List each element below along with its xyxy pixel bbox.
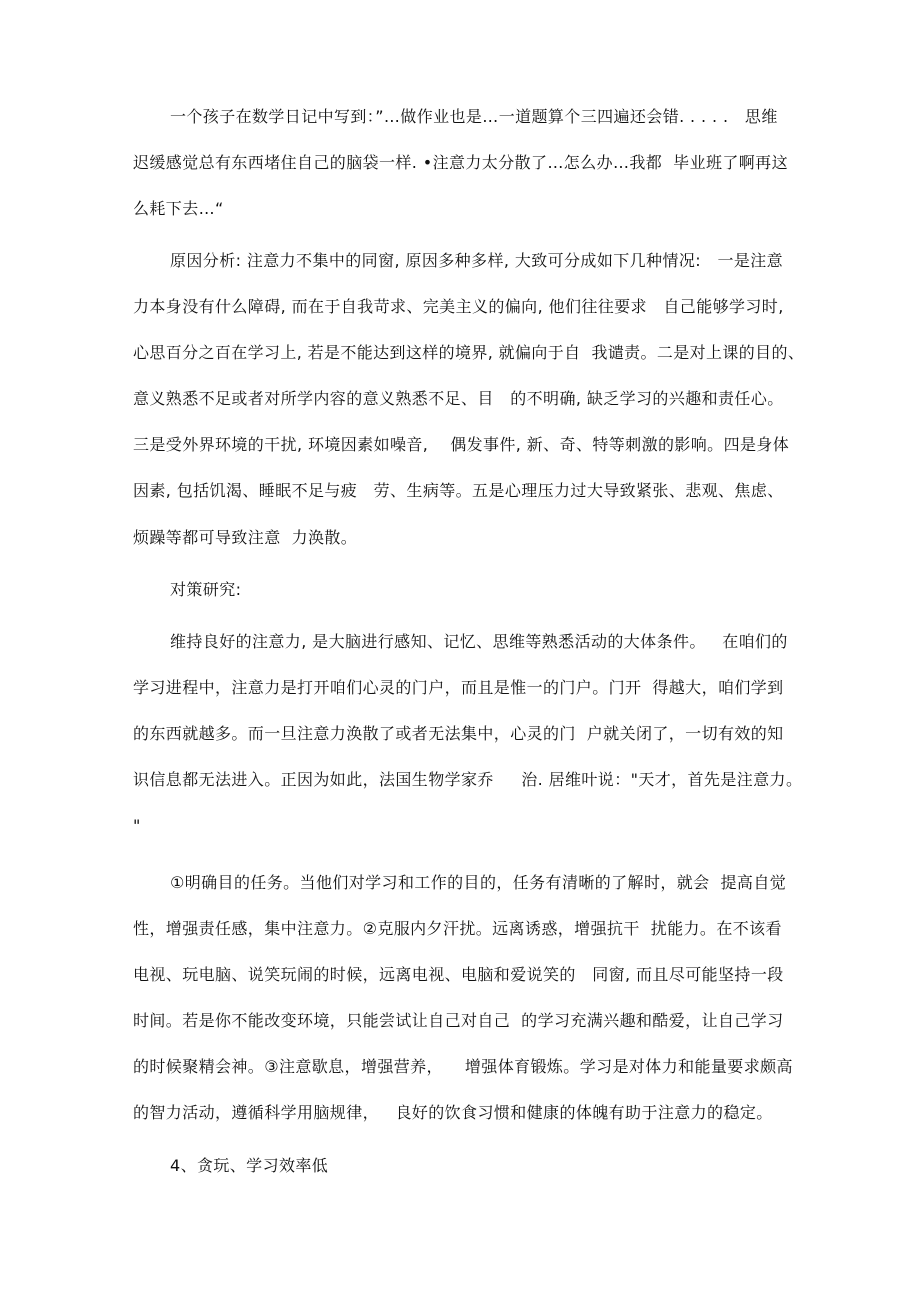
paragraph-2-line-7: 烦躁等都可导致注意 力涣散。 <box>133 528 358 547</box>
paragraph-5-line-6: 的智力活动，遵循科学用脑规律， 良好的饮食习惯和健康的体魄有助于注意力的稳定。 <box>133 1103 773 1122</box>
paragraph-4-line-4: 识信息都无法进入。正因为如此，法国生物学家乔 治. 居维叶说："天才，首先是注意力。 <box>133 770 803 789</box>
paragraph-2-line-1: 原因分析: 注意力不集中的同窗, 原因多种多样, 大致可分成如下几种情况: 一是注意 <box>170 251 784 270</box>
paragraph-1-line-3: 么耗下去…“ <box>133 199 224 218</box>
paragraph-5-line-5: 的时候聚精会神。③注意歇息，增强营养， 增强体育锻炼。学习是对体力和能量要求颇高 <box>133 1057 793 1076</box>
paragraph-5-line-3: 电视、玩电脑、说笑玩闹的时候，远离电视、电脑和爱说笑的 同窗, 而且尽可能坚持一段 <box>133 965 784 984</box>
paragraph-2-line-5: 三是受外界环境的干扰, 环境因素如噪音, 偶发事件, 新、奇、特等刺激的影响。四是身体 <box>133 435 790 454</box>
section-heading-4: 4、贪玩、学习效率低 <box>170 1156 329 1175</box>
paragraph-1-line-2: 迟缓感觉总有东西堵住自己的脑袋一样. •注意力太分散了…怎么办…我都 毕业班了啊再这 <box>133 153 788 172</box>
paragraph-2-line-2: 力本身没有什么障碍, 而在于自我苛求、完美主义的偏向, 他们往往要求 自己能够学习时, <box>133 297 784 316</box>
paragraph-4-line-5: " <box>133 816 141 835</box>
paragraph-4-line-3: 的东西就越多。而一旦注意力涣散了或者无法集中，心灵的门 户就关闭了，一切有效的知 <box>133 724 784 743</box>
paragraph-5-line-2: 性，增强责任感，集中注意力。②克服内夕汗扰。远离诱惑，增强抗干 扰能力。在不该看 <box>133 919 782 938</box>
section-heading-countermeasures: 对策研究: <box>170 580 242 599</box>
paragraph-5-line-1: ①明确目的任务。当他们对学习和工作的目的，任务有清晰的了解时，就会 提高自觉 <box>170 873 787 892</box>
paragraph-2-line-4: 意义熟悉不足或者对所学内容的意义熟悉不足、目 的不明确, 缺乏学习的兴趣和责任心。 <box>133 389 784 408</box>
paragraph-5-line-4: 时间。若是你不能改变环境，只能尝试让自己对自己 的学习充满兴趣和酷爱，让自己学习 <box>133 1011 784 1030</box>
paragraph-4-line-1: 维持良好的注意力, 是大脑进行感知、记忆、思维等熟悉活动的大体条件。 在咱们的 <box>170 632 788 651</box>
paragraph-2-line-3: 心思百分之百在学习上, 若是不能达到这样的境界, 就偏向于自 我谴责。二是对上课的目的、 <box>133 343 805 362</box>
paragraph-2-line-6: 因素, 包括饥渴、睡眠不足与疲 劳、生病等。五是心理压力过大导致紧张、悲观、焦虑、 <box>133 481 784 500</box>
paragraph-4-line-2: 学习进程中，注意力是打开咱们心灵的门户，而且是惟一的门户。门开 得越大，咱们学到 <box>133 678 784 697</box>
paragraph-1-line-1: 一个孩子在数学日记中写到：”…做作业也是…一道题算个三四遍还会错. . . . . 思维 <box>170 107 778 126</box>
